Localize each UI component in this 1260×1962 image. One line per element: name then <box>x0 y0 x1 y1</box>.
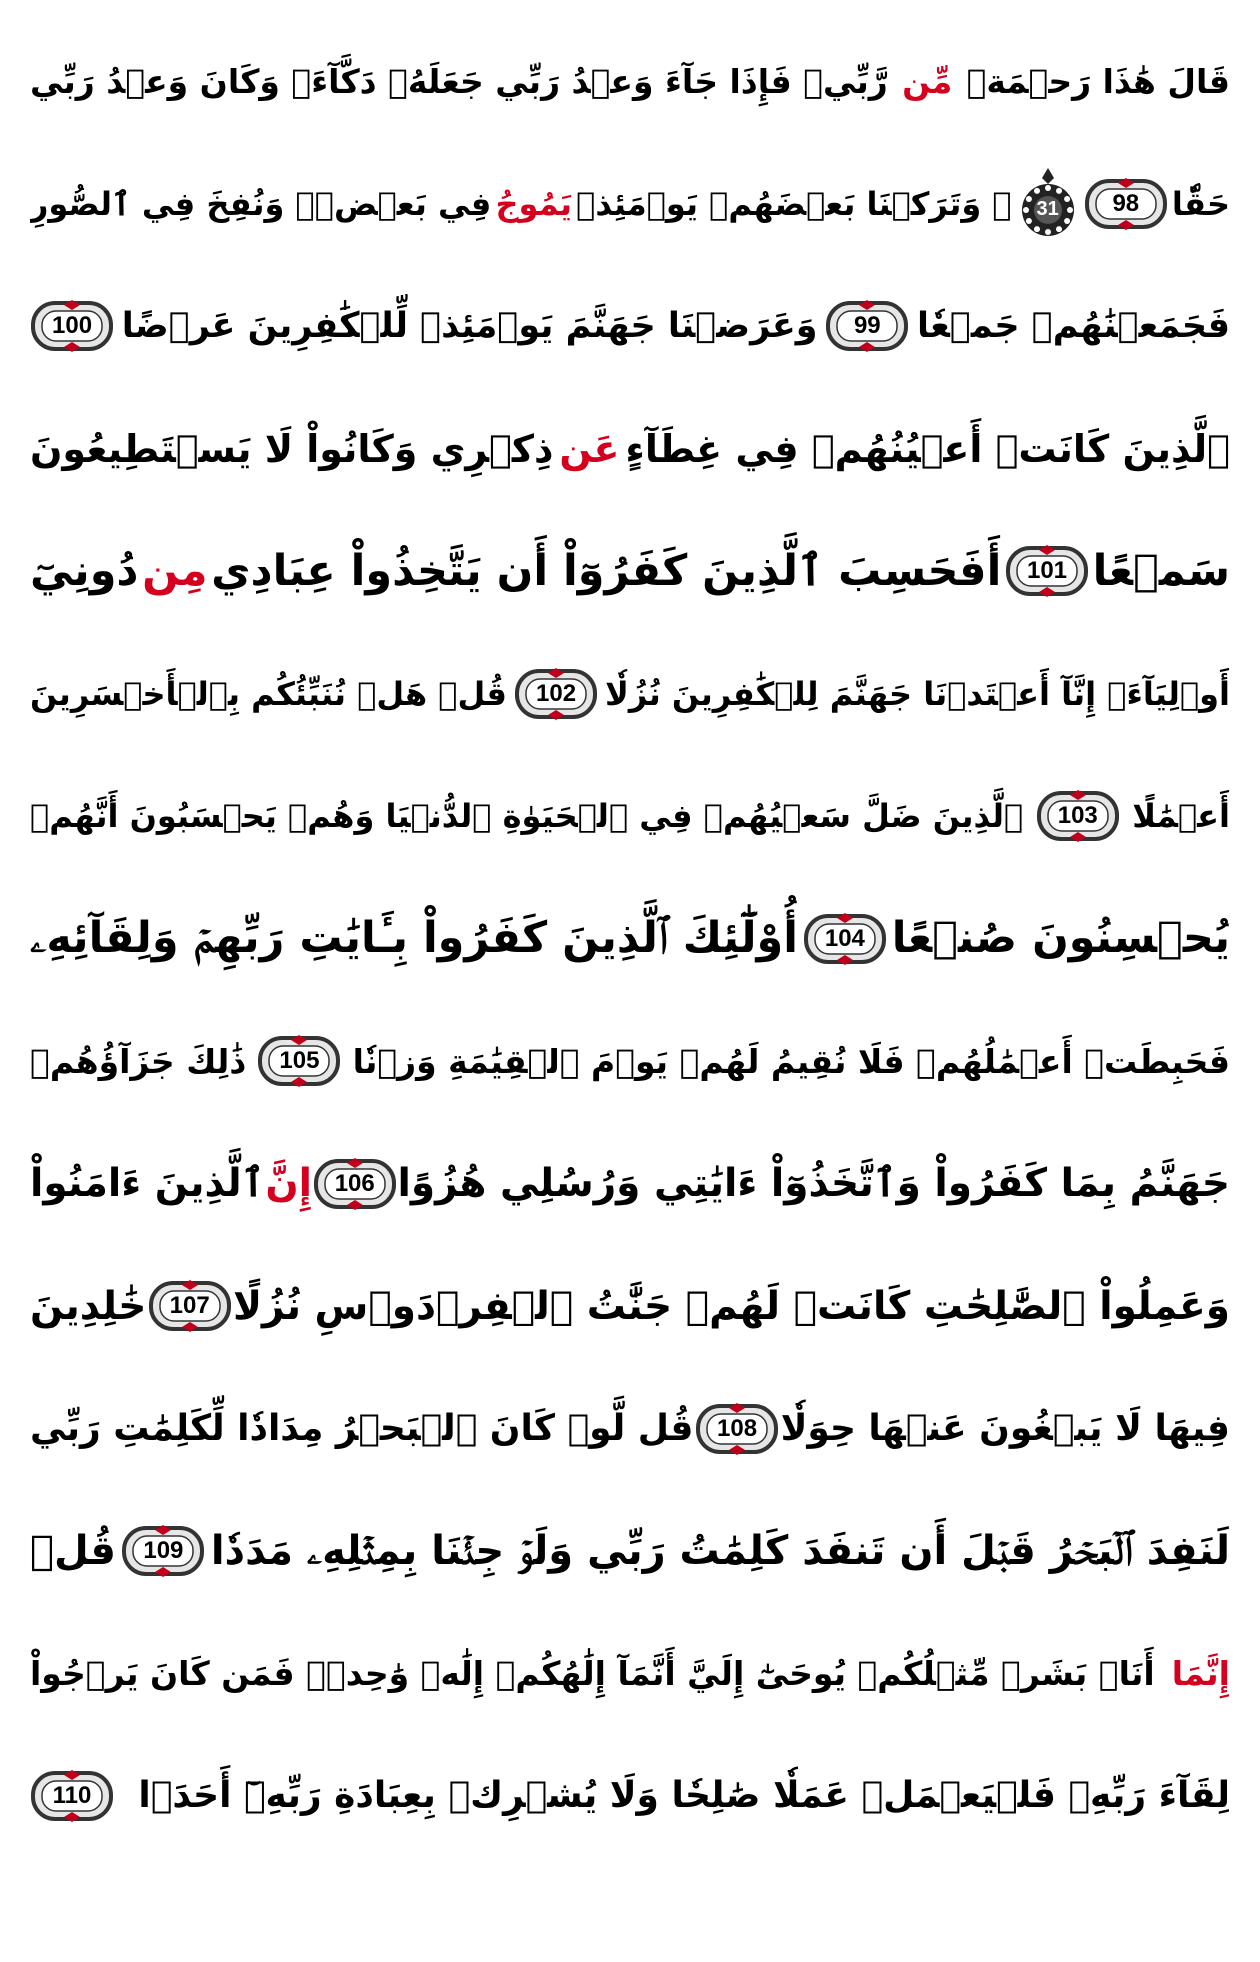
verse-text: فِي بَعۡضٖۖ وَنُفِخَ فِي ٱلصُّورِ <box>30 184 492 223</box>
verse-text: ذَٰلِكَ جَزَآؤُهُمۡ <box>30 1041 247 1081</box>
verse-text: وَعَرَضۡنَا جَهَنَّمَ يَوۡمَئِذٖ لِّلۡكَٰفِرِينَ عَرۡضًا <box>121 305 818 346</box>
verse-text: ٱلَّذِينَ كَانَتۡ أَعۡيُنُهُمۡ فِي غِطَآءٍ <box>625 426 1230 471</box>
text-line <box>30 143 1230 266</box>
text-line <box>30 388 1230 511</box>
verse-text: وَعَمِلُواْ ٱلصَّٰلِحَٰتِ كَانَتۡ لَهُمۡ جَنَّٰتُ ٱلۡفِرۡدَوۡسِ نُزُلًا <box>233 1283 1230 1329</box>
text-line <box>30 1245 1230 1368</box>
ayah-number: 107 <box>169 1292 210 1320</box>
text-line <box>30 1123 1230 1246</box>
tajweed-highlight-text: مِن <box>142 545 208 596</box>
ayah-number: 101 <box>1026 557 1068 585</box>
ayah-number: 106 <box>334 1169 375 1197</box>
verse-text: أَعۡمَٰلًا <box>1132 797 1230 836</box>
juz-marker <box>1016 164 1080 244</box>
ayah-number-marker <box>514 668 598 720</box>
text-line <box>30 1735 1230 1858</box>
ayah-number-marker <box>30 1770 114 1822</box>
verse-text: فِيهَا لَا يَبۡغُونَ عَنۡهَا حِوَلٗا <box>780 1407 1230 1449</box>
tajweed-highlight-text: إِنَّمَا <box>1171 1654 1230 1694</box>
ayah-number-marker <box>121 1525 205 1577</box>
text-line <box>30 1613 1230 1736</box>
tajweed-highlight-text: يَمُوجُ <box>495 184 573 223</box>
ayah-number-marker <box>825 300 909 352</box>
verse-text: ٱلَّذِينَ ءَامَنُواْ <box>30 1161 265 1207</box>
verse-text: ۞ وَتَرَكۡنَا بَعۡضَهُمۡ يَوۡمَئِذٖ <box>576 184 1012 223</box>
ayah-number-marker <box>148 1280 232 1332</box>
tajweed-highlight-text: إِنَّ <box>265 1161 312 1207</box>
verse-text: قُلۡ <box>30 1528 116 1575</box>
ayah-number-marker <box>803 913 887 965</box>
text-line <box>30 510 1230 633</box>
text-line <box>30 265 1230 388</box>
ayah-number-marker <box>1005 545 1089 597</box>
ayah-number: 104 <box>824 924 865 952</box>
verse-text: أَوۡلِيَآءَۚ إِنَّآ أَعۡتَدۡنَا جَهَنَّمَ لِلۡكَٰفِرِينَ نُزُلٗا <box>605 674 1230 713</box>
ayah-number: 103 <box>1057 802 1098 830</box>
text-line <box>30 755 1230 878</box>
text-line <box>30 1000 1230 1123</box>
ayah-number-marker <box>30 300 114 352</box>
text-line <box>30 20 1230 143</box>
ayah-number: 109 <box>143 1537 184 1565</box>
verse-text: خَٰلِدِينَ <box>30 1283 147 1329</box>
verse-text: لِقَآءَ رَبِّهِۦ فَلۡيَعۡمَلۡ عَمَلٗا صَٰلِحٗا وَلَا يُشۡرِكۡ بِعِبَادَةِ رَبِّهِۦٓ أَحَدَۢا <box>138 1775 1230 1817</box>
verse-text: فَحَبِطَتۡ أَعۡمَٰلُهُمۡ فَلَا نُقِيمُ لَهُمۡ يَوۡمَ ٱلۡقِيَٰمَةِ وَزۡنٗا <box>352 1041 1230 1081</box>
ayah-number-marker <box>257 1035 341 1087</box>
ayah-number: 98 <box>1112 189 1140 217</box>
ayah-number-marker <box>1036 790 1120 842</box>
verse-text: دُونِيٓ <box>30 545 139 596</box>
verse-text: ٱلَّذِينَ ضَلَّ سَعۡيُهُمۡ فِي ٱلۡحَيَوٰةِ ٱلدُّنۡيَا وَهُمۡ يَحۡسَبُونَ أَنَّهُمۡ <box>30 797 1024 836</box>
juz-number: 31 <box>1036 197 1059 220</box>
verse-text: قُلۡ هَلۡ نُنَبِّئُكُم بِٱلۡأَخۡسَرِينَ <box>30 674 507 713</box>
text-line <box>30 1490 1230 1613</box>
verse-text: جَهَنَّمُ بِمَا كَفَرُواْ وَٱتَّخَذُوٓاْ ءَايَٰتِي وَرُسُلِي هُزُوًا <box>397 1161 1230 1207</box>
verse-text: أُوْلَٰٓئِكَ ٱلَّذِينَ كَفَرُواْ بِـَٔايَٰتِ رَبِّهِمۡ وَلِقَآئِهِۦ <box>30 913 798 964</box>
verse-text: رَّبِّيۖ فَإِذَا جَآءَ وَعۡدُ رَبِّي جَعَلَهُۥ دَكَّآءَۖ وَكَانَ وَعۡدُ رَبِّي <box>30 61 888 101</box>
verse-text: فَجَمَعۡنَٰهُمۡ جَمۡعٗا <box>917 305 1230 346</box>
text-line <box>30 878 1230 1001</box>
verse-text: قَالَ هَٰذَا رَحۡمَةٞ <box>966 61 1230 101</box>
verse-text: لَنَفِدَ ٱلۡبَحۡرُ قَبۡلَ أَن تَنفَدَ كَلِمَٰتُ رَبِّي وَلَوۡ جِئۡنَا بِمِثۡلِهِۦ مَدَدٗا <box>210 1528 1230 1575</box>
ayah-number-marker <box>1084 178 1168 230</box>
ayah-number-marker <box>695 1403 779 1455</box>
verse-text: أَفَحَسِبَ ٱلَّذِينَ كَفَرُوٓاْ أَن يَتَّخِذُواْ عِبَادِي <box>211 545 1002 596</box>
tajweed-highlight-text: مِّن <box>902 61 953 101</box>
ayah-number: 100 <box>52 312 93 340</box>
verse-text: سَمۡعًا <box>1092 545 1230 596</box>
tajweed-highlight-text: عَن <box>559 426 620 471</box>
verse-text: ذِكۡرِي وَكَانُواْ لَا يَسۡتَطِيعُونَ <box>30 426 554 471</box>
verse-text: حَقّٗا <box>1171 184 1230 223</box>
ayah-number: 99 <box>853 312 881 340</box>
text-line <box>30 633 1230 756</box>
ayah-number-marker <box>313 1158 397 1210</box>
text-line <box>30 1368 1230 1491</box>
ayah-number: 108 <box>717 1414 758 1442</box>
verse-text: يُحۡسِنُونَ صُنۡعًا <box>891 913 1230 964</box>
verse-text: أَنَا۠ بَشَرٞ مِّثۡلُكُمۡ يُوحَىٰٓ إِلَيَّ أَنَّمَآ إِلَٰهُكُمۡ إِلَٰهٞ وَٰحِدٞۖ فَمَن كَانَ يَرۡجُواْ <box>30 1654 1155 1694</box>
ayah-number: 105 <box>279 1047 320 1075</box>
ayah-number: 110 <box>52 1782 92 1810</box>
ayah-number: 102 <box>536 679 577 707</box>
verse-text: قُل لَّوۡ كَانَ ٱلۡبَحۡرُ مِدَادٗا لِّكَلِمَٰتِ رَبِّي <box>30 1407 694 1449</box>
